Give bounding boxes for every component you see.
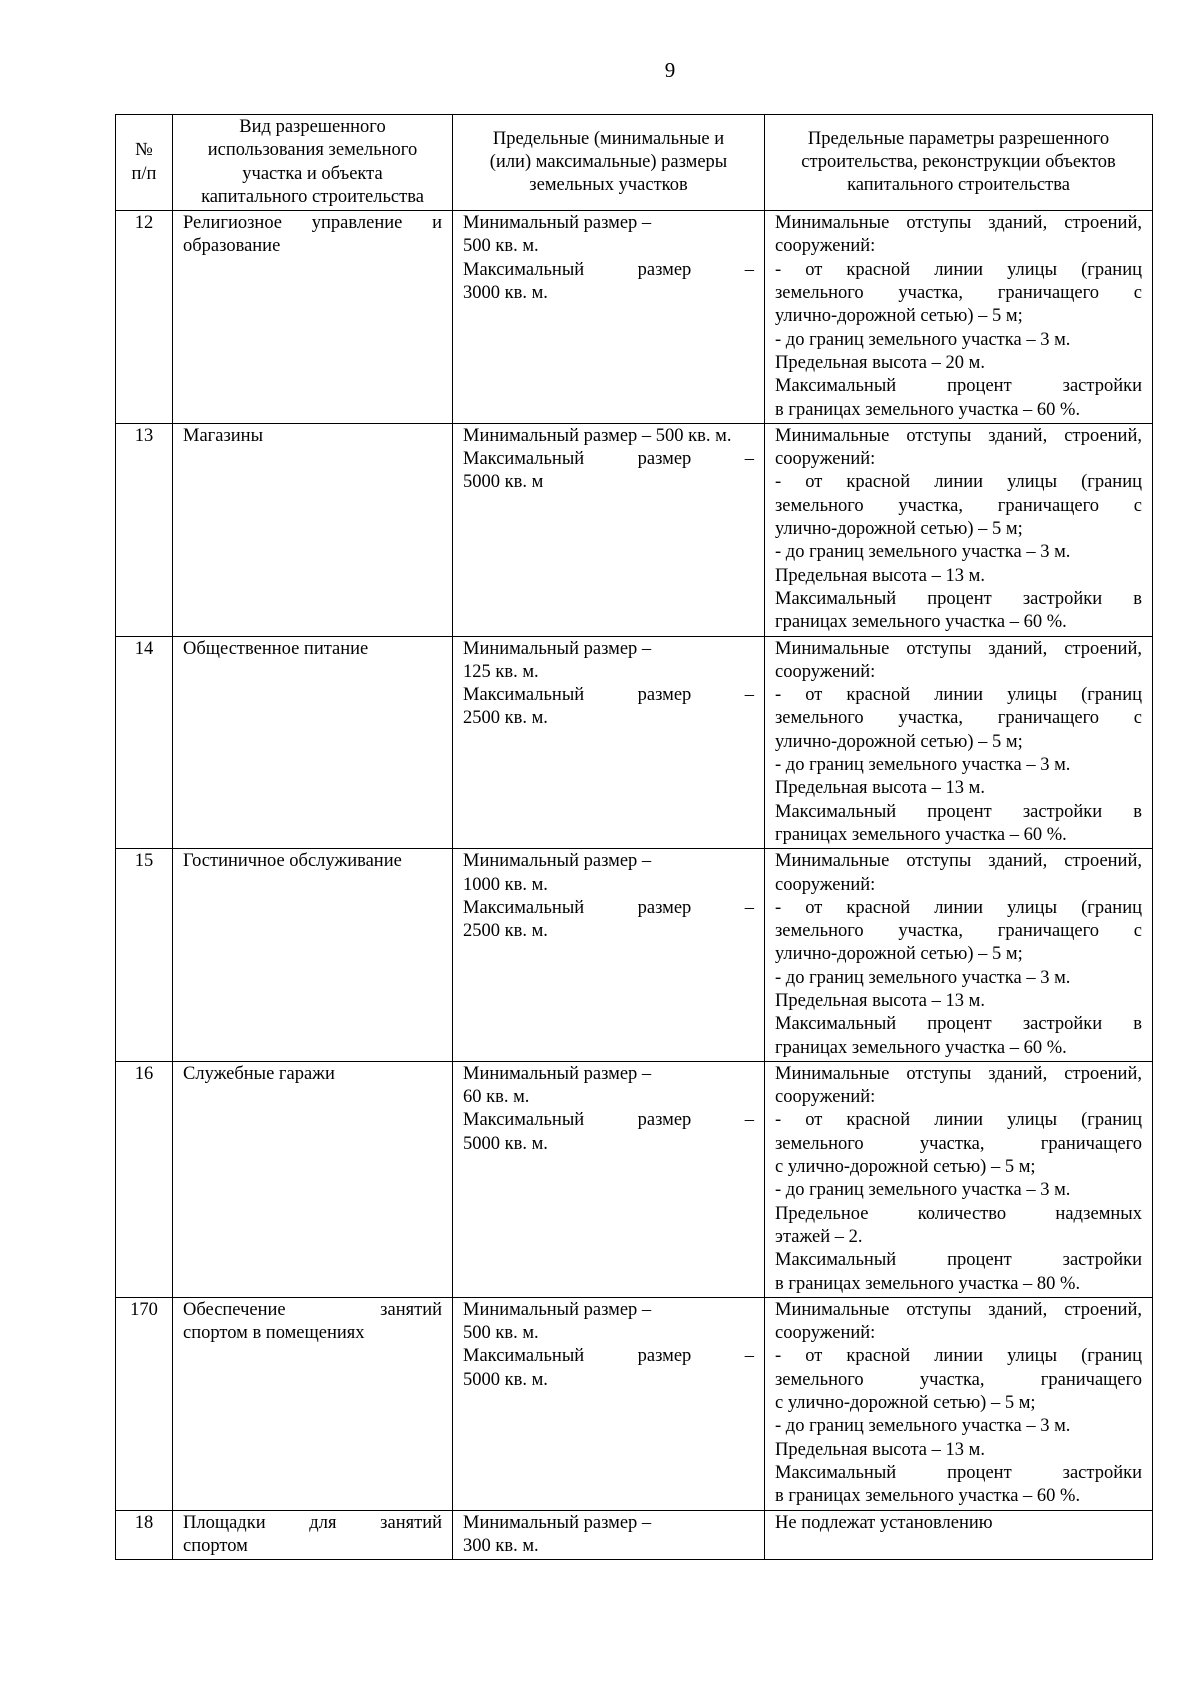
header-construction-params [765,115,1153,211]
header-use-type [173,115,453,211]
plot-size-line: 500 кв. м. [463,236,539,257]
header-line: капитального строительства [201,186,424,207]
plot-size-cell [453,849,765,1062]
plot-size-line: 2500 кв. м. [463,921,548,942]
plot-size-cell [453,636,765,849]
use-type-line: Гостиничное обслуживание [183,851,402,872]
construction-params-line: земельного участка, граничащего с [775,708,1142,729]
construction-params-line: с улично-дорожной сетью) – 5 м; [775,1157,1036,1178]
plot-size-line: Минимальный размер – [463,1063,652,1084]
table-row [116,211,1153,424]
plot-size-cell [453,1297,765,1510]
use-type-cell [173,423,453,636]
construction-params-line: - до границ земельного участка – 3 м. [775,1180,1071,1201]
plot-size-line: 5000 кв. м. [463,1369,548,1390]
construction-params-line: земельного участка, граничащего [775,1369,1142,1390]
plot-size-line: Минимальный размер – [463,1512,652,1533]
construction-params-line: Максимальный процент застройки [775,376,1142,397]
use-type-line: Общественное питание [183,638,369,659]
header-line: земельных участков [529,175,688,196]
construction-params-line: земельного участка, граничащего с [775,495,1142,516]
construction-params-line: в границах земельного участка – 60 %. [775,1486,1081,1507]
construction-params-line: - от красной линии улицы (границ [775,897,1142,918]
construction-params-line: Максимальный процент застройки в [775,801,1142,822]
construction-params-line: улично-дорожной сетью) – 5 м; [775,731,1023,752]
construction-params-line: Максимальный процент застройки [775,1250,1142,1271]
construction-params-line: сооружений: [775,661,876,682]
construction-params-line: сооружений: [775,236,876,257]
use-type-line: спортом [183,1535,248,1556]
plot-size-cell [453,423,765,636]
table-header-row [116,115,1153,211]
table-row [116,423,1153,636]
construction-params-cell [765,211,1153,424]
row-number: 14 [116,636,173,849]
construction-params-line: сооружений: [775,1087,876,1108]
construction-params-line: Предельная высота – 20 м. [775,352,985,373]
use-type-cell [173,1061,453,1297]
construction-params-cell [765,1510,1153,1560]
plot-size-line: Минимальный размер – [463,851,652,872]
construction-params-line: Минимальные отступы зданий, строений, [775,425,1142,446]
plot-size-cell [453,1061,765,1297]
construction-params-line: Предельная высота – 13 м. [775,1439,985,1460]
plot-size-line: 500 кв. м. [463,1323,539,1344]
table-row [116,1297,1153,1510]
use-type-cell [173,1510,453,1560]
plot-size-line: 3000 кв. м. [463,283,548,304]
construction-params-line: - до границ земельного участка – 3 м. [775,329,1071,350]
row-number: 15 [116,849,173,1062]
construction-params-line: Минимальные отступы зданий, строений, [775,851,1142,872]
construction-params-line: Минимальные отступы зданий, строений, [775,1299,1142,1320]
plot-size-line: Минимальный размер – [463,1299,652,1320]
row-number: 170 [116,1297,173,1510]
header-line: Вид разрешенного [239,117,386,137]
construction-params-line: улично-дорожной сетью) – 5 м; [775,306,1023,327]
construction-params-line: Предельная высота – 13 м. [775,778,985,799]
construction-params-line: Максимальный процент застройки [775,1462,1142,1483]
construction-params-cell [765,1061,1153,1297]
construction-params-line: земельного участка, граничащего с [775,283,1142,304]
construction-params-cell [765,1297,1153,1510]
construction-params-line: - от красной линии улицы (границ [775,472,1142,493]
plot-size-line: Максимальный размер – [463,259,754,280]
plot-size-line: Минимальный размер – [463,638,652,659]
construction-params-line: Предельное количество надземных [775,1203,1142,1224]
plot-size-line: 2500 кв. м. [463,708,548,729]
construction-params-line: в границах земельного участка – 60 %. [775,399,1081,420]
header-line: участка и объекта [242,163,383,184]
construction-params-line: Минимальные отступы зданий, строений, [775,638,1142,659]
construction-params-line: улично-дорожной сетью) – 5 м; [775,519,1023,540]
construction-params-line: сооружений: [775,1323,876,1344]
plot-size-line: 5000 кв. м. [463,1133,548,1154]
table-row [116,1061,1153,1297]
plot-size-line: Минимальный размер – 500 кв. м. [463,425,732,446]
use-type-line: Религиозное управление и [183,213,442,234]
construction-params-line: Минимальные отступы зданий, строений, [775,1063,1142,1084]
table-row [116,636,1153,849]
header-line: использования земельного [207,140,418,161]
table-body [116,211,1153,1560]
use-type-cell [173,636,453,849]
plot-size-line: 5000 кв. м [463,472,544,493]
plot-size-line: 60 кв. м. [463,1087,530,1108]
construction-params-line: Минимальные отступы зданий, строений, [775,213,1142,234]
construction-params-line: - от красной линии улицы (границ [775,685,1142,706]
use-type-cell [173,849,453,1062]
header-line: п/п [131,163,157,184]
construction-params-line: - до границ земельного участка – 3 м. [775,967,1071,988]
table-row [116,849,1153,1062]
plot-size-line: Максимальный размер – [463,685,754,706]
header-line: Предельные (минимальные и [492,128,725,149]
construction-params-line: Максимальный процент застройки в [775,1014,1142,1035]
row-number: 12 [116,211,173,424]
construction-params-line: Не подлежат установлению [775,1512,993,1533]
use-type-line: спортом в помещениях [183,1323,365,1344]
row-number: 16 [116,1061,173,1297]
construction-params-line: в границах земельного участка – 80 %. [775,1273,1081,1294]
header-line: № [135,140,153,161]
plot-size-line: 125 кв. м. [463,661,539,682]
construction-params-line: границах земельного участка – 60 %. [775,824,1067,845]
construction-params-line: границах земельного участка – 60 %. [775,612,1067,633]
plot-size-line: Максимальный размер – [463,1346,754,1367]
construction-params-line: - до границ земельного участка – 3 м. [775,755,1071,776]
header-plot-size [453,115,765,211]
plot-size-line: Максимальный размер – [463,897,754,918]
header-line: (или) максимальные) размеры [489,151,728,172]
construction-params-line: - до границ земельного участка – 3 м. [775,542,1071,563]
land-use-table [115,114,1153,1560]
header-line: строительства, реконструкции объектов [801,151,1116,172]
construction-params-line: - от красной линии улицы (границ [775,1110,1142,1131]
page-number: 9 [664,58,676,82]
header-line: капитального строительства [847,175,1070,196]
construction-params-line: с улично-дорожной сетью) – 5 м; [775,1393,1036,1414]
construction-params-line: Предельная высота – 13 м. [775,990,985,1011]
construction-params-cell [765,849,1153,1062]
plot-size-line: Максимальный размер – [463,449,754,470]
header-number [116,115,173,211]
use-type-line: образование [183,236,281,257]
construction-params-line: - от красной линии улицы (границ [775,1346,1142,1367]
construction-params-line: границах земельного участка – 60 %. [775,1037,1067,1058]
use-type-line: Площадки для занятий [183,1512,442,1533]
plot-size-line: Минимальный размер – [463,213,652,234]
plot-size-cell [453,211,765,424]
plot-size-line: 300 кв. м. [463,1535,539,1556]
construction-params-line: улично-дорожной сетью) – 5 м; [775,944,1023,965]
plot-size-cell [453,1510,765,1560]
construction-params-line: земельного участка, граничащего с [775,921,1142,942]
construction-params-line: Предельная высота – 13 м. [775,565,985,586]
table-row [116,1510,1153,1560]
use-type-cell [173,211,453,424]
construction-params-line: сооружений: [775,449,876,470]
construction-params-cell [765,636,1153,849]
use-type-line: Обеспечение занятий [183,1299,442,1320]
use-type-cell [173,1297,453,1510]
plot-size-line: Максимальный размер – [463,1110,754,1131]
row-number: 18 [116,1510,173,1560]
construction-params-line: сооружений: [775,874,876,895]
construction-params-line: - от красной линии улицы (границ [775,259,1142,280]
plot-size-line: 1000 кв. м. [463,874,548,895]
construction-params-line: - до границ земельного участка – 3 м. [775,1416,1071,1437]
use-type-line: Магазины [183,425,263,446]
construction-params-line: Максимальный процент застройки в [775,588,1142,609]
row-number: 13 [116,423,173,636]
use-type-line: Служебные гаражи [183,1063,335,1084]
header-line: Предельные параметры разрешенного [807,128,1110,149]
construction-params-cell [765,423,1153,636]
construction-params-line: этажей – 2. [775,1226,863,1247]
construction-params-line: земельного участка, граничащего [775,1133,1142,1154]
